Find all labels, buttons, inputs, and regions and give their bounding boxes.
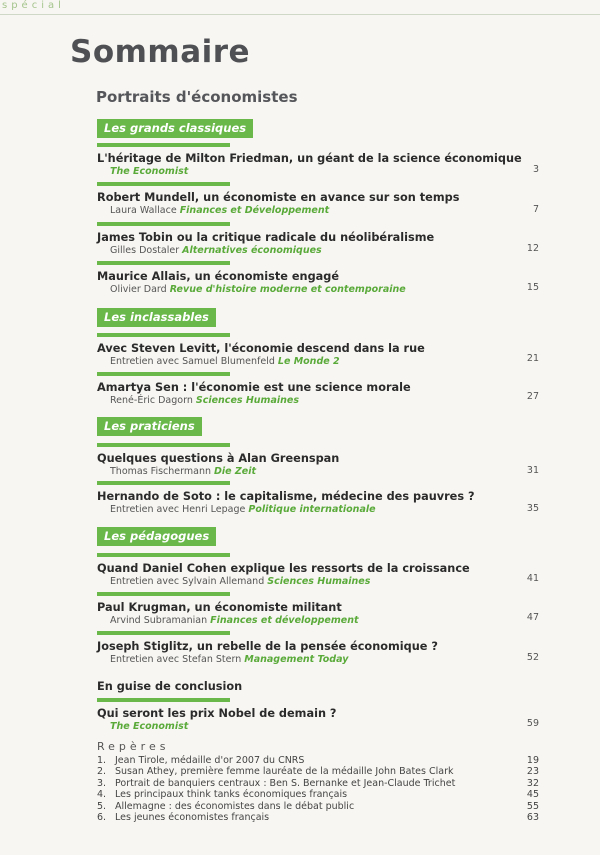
entry-source: The Economist bbox=[110, 166, 189, 177]
entry-accent-bar bbox=[97, 443, 230, 447]
entry-byline: Entretien avec Sylvain Allemand Sciences Humaines bbox=[110, 576, 371, 587]
entry-page-number: 12 bbox=[526, 243, 539, 254]
entry-title: Quelques questions à Alan Greenspan bbox=[97, 452, 340, 465]
reperes-item[interactable]: 5. Allemagne : des économistes dans le débat public 55 bbox=[97, 800, 539, 812]
page-title: Sommaire bbox=[70, 34, 251, 70]
entry-page-number: 35 bbox=[526, 503, 539, 514]
entry-title: James Tobin ou la critique radicale du néolibéralisme bbox=[97, 231, 435, 244]
entry-accent-bar bbox=[97, 143, 230, 147]
section-les-grands-classiques: Les grands classiques bbox=[97, 119, 253, 138]
entry-page-number: 3 bbox=[532, 164, 539, 175]
entry-byline: Arvind Subramanian Finances et développement bbox=[110, 615, 359, 626]
entry-accent-bar bbox=[97, 182, 230, 186]
entry-page-number: 27 bbox=[526, 391, 539, 402]
entry-accent-bar bbox=[97, 261, 230, 265]
toc-entry[interactable] bbox=[97, 261, 539, 296]
entry-accent-bar bbox=[97, 372, 230, 376]
entry-byline bbox=[97, 166, 539, 178]
entry-source: Finances et Développement bbox=[179, 205, 330, 216]
entry-byline: Olivier Dard Revue d'histoire moderne et contemporaine bbox=[110, 284, 406, 295]
reperes-list bbox=[97, 740, 539, 823]
entry-accent-bar bbox=[97, 481, 230, 485]
toc-entry[interactable] bbox=[97, 698, 539, 733]
reperes-item[interactable]: 3. Portrait de banquiers centraux : Ben S. Bernanke et Jean-Claude Trichet 32 bbox=[97, 777, 539, 789]
entry-accent-bar bbox=[97, 553, 230, 557]
entry-byline: René-Éric Dagorn Sciences Humaines bbox=[110, 395, 299, 406]
entry-title: Quand Daniel Cohen explique les ressorts de la croissance bbox=[97, 562, 470, 575]
reperes-item[interactable]: 6. Les jeunes économistes français 63 bbox=[97, 812, 539, 824]
entry-byline: Entretien avec Henri Lepage Politique internationale bbox=[110, 504, 376, 515]
entry-title: Hernando de Soto : le capitalisme, médecine des pauvres ? bbox=[97, 490, 475, 503]
toc-entry[interactable] bbox=[97, 481, 539, 516]
entry-accent-bar bbox=[97, 592, 230, 596]
entry-byline: Entretien avec Stefan Stern Management Today bbox=[110, 654, 349, 665]
conclusion-heading: En guise de conclusion bbox=[97, 680, 243, 693]
entry-source: The Economist bbox=[110, 721, 189, 732]
entry-page-number: 59 bbox=[526, 718, 539, 729]
toc-entry[interactable] bbox=[97, 182, 539, 217]
entry-source: Revue d'histoire moderne et contemporaine bbox=[169, 284, 406, 295]
entry-accent-bar bbox=[97, 333, 230, 337]
toc-entry[interactable] bbox=[97, 222, 539, 257]
page-header bbox=[0, 0, 600, 15]
entry-page-number: 41 bbox=[526, 573, 539, 584]
entry-title: Qui seront les prix Nobel de demain ? bbox=[97, 707, 337, 720]
entry-page-number: 21 bbox=[526, 353, 539, 364]
page-subtitle: Portraits d'économistes bbox=[96, 88, 298, 106]
entry-title: Robert Mundell, un économiste en avance sur son temps bbox=[97, 191, 460, 204]
entry-source: Management Today bbox=[244, 654, 349, 665]
toc-entry[interactable] bbox=[97, 333, 539, 368]
entry-page-number: 52 bbox=[526, 652, 539, 663]
entry-accent-bar bbox=[97, 631, 230, 635]
entry-source: Sciences Humaines bbox=[195, 395, 299, 406]
entry-title: L'héritage de Milton Friedman, un géant de la science économique bbox=[97, 152, 522, 165]
entry-source: Sciences Humaines bbox=[267, 576, 371, 587]
toc-entry[interactable] bbox=[97, 443, 539, 478]
entry-page-number: 15 bbox=[526, 282, 539, 293]
reperes-title: Repères bbox=[97, 740, 170, 753]
entry-byline bbox=[97, 721, 539, 733]
entry-page-number: 31 bbox=[526, 465, 539, 476]
header-label: spécial bbox=[2, 0, 65, 11]
entry-byline: Entretien avec Samuel Blumenfeld Le Monde 2 bbox=[110, 356, 340, 367]
entry-page-number: 7 bbox=[532, 204, 539, 215]
toc-entry[interactable] bbox=[97, 372, 539, 407]
entry-accent-bar bbox=[97, 222, 230, 226]
entry-source: Die Zeit bbox=[214, 466, 257, 477]
entry-title: Joseph Stiglitz, un rebelle de la pensée économique ? bbox=[97, 640, 438, 653]
section-les-pedagogues: Les pédagogues bbox=[97, 527, 216, 546]
toc-entry[interactable] bbox=[97, 143, 539, 178]
entry-source: Politique internationale bbox=[248, 504, 376, 515]
entry-title: Paul Krugman, un économiste militant bbox=[97, 601, 342, 614]
entry-page-number: 47 bbox=[526, 612, 539, 623]
reperes-item[interactable]: 2. Susan Athey, première femme lauréate de la médaille John Bates Clark 23 bbox=[97, 766, 539, 778]
entry-source: Le Monde 2 bbox=[277, 356, 340, 367]
entry-byline: Laura Wallace Finances et Développement bbox=[110, 205, 330, 216]
toc-entry[interactable] bbox=[97, 631, 539, 666]
entry-title: Avec Steven Levitt, l'économie descend dans la rue bbox=[97, 342, 425, 355]
entry-source: Finances et développement bbox=[210, 615, 359, 626]
toc-entry[interactable] bbox=[97, 553, 539, 588]
section-les-praticiens: Les praticiens bbox=[97, 417, 202, 436]
entry-byline: Gilles Dostaler Alternatives économiques bbox=[110, 245, 322, 256]
entry-title: Amartya Sen : l'économie est une science morale bbox=[97, 381, 411, 394]
reperes-item[interactable]: 4. Les principaux think tanks économiques français 45 bbox=[97, 789, 539, 801]
toc-entry[interactable] bbox=[97, 592, 539, 627]
entry-source: Alternatives économiques bbox=[182, 245, 322, 256]
reperes-item[interactable]: 1. Jean Tirole, médaille d'or 2007 du CNRS 19 bbox=[97, 755, 539, 766]
section-les-inclassables: Les inclassables bbox=[97, 308, 216, 327]
entry-accent-bar bbox=[97, 698, 230, 702]
entry-title: Maurice Allais, un économiste engagé bbox=[97, 270, 340, 283]
entry-byline: Thomas Fischermann Die Zeit bbox=[110, 466, 257, 477]
